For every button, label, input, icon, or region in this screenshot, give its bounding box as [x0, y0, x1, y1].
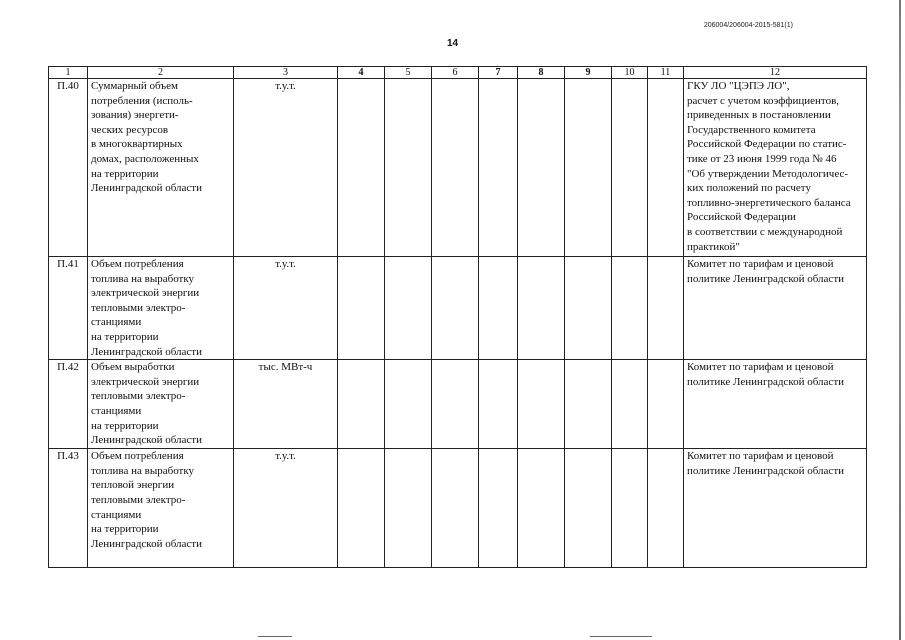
indicator-name: Объем потребления топлива на выработку электрической энергии тепловыми электро- станциями на территории Ленинградской области [88, 257, 234, 360]
indicator-code: П.43 [49, 449, 88, 568]
table-row [49, 360, 867, 449]
table-cell [338, 79, 385, 257]
indicator-unit: т.у.т. [234, 79, 338, 257]
column-header: 5 [385, 67, 432, 79]
table-cell [385, 449, 432, 568]
indicator-name: Объем выработки электрической энергии тепловыми электро- станциями на территории Ленинградской области [88, 360, 234, 449]
table-cell [432, 360, 479, 449]
table-row [49, 449, 867, 568]
column-header: 1 [49, 67, 88, 79]
table-cell [565, 257, 612, 360]
table-cell [565, 360, 612, 449]
column-header: 3 [234, 67, 338, 79]
table-cell [385, 257, 432, 360]
table-cell [612, 257, 648, 360]
indicator-code: П.42 [49, 360, 88, 449]
column-header: 6 [432, 67, 479, 79]
table-cell [518, 360, 565, 449]
table-cell [648, 257, 684, 360]
column-header: 4 [338, 67, 385, 79]
column-header: 2 [88, 67, 234, 79]
table-cell [432, 79, 479, 257]
table-cell [338, 360, 385, 449]
table-cell [565, 79, 612, 257]
page-number: 14 [447, 38, 459, 49]
table-cell [338, 449, 385, 568]
table-cell [518, 79, 565, 257]
table-cell [612, 360, 648, 449]
indicator-unit: т.у.т. [234, 257, 338, 360]
column-header: 11 [648, 67, 684, 79]
table-cell [385, 360, 432, 449]
table-cell [479, 79, 518, 257]
column-header: 7 [479, 67, 518, 79]
indicator-code: П.41 [49, 257, 88, 360]
table-row [49, 79, 867, 257]
table-cell [385, 79, 432, 257]
table-cell [338, 257, 385, 360]
column-header: 10 [612, 67, 648, 79]
table-cell [612, 79, 648, 257]
indicator-unit: тыс. МВт-ч [234, 360, 338, 449]
table-cell [565, 449, 612, 568]
indicator-code: П.40 [49, 79, 88, 257]
document-id: 206004/206004-2015-581(1) [703, 22, 793, 29]
table-cell [612, 449, 648, 568]
table-cell [479, 449, 518, 568]
indicators-table [48, 66, 867, 568]
indicator-name: Объем потребления топлива на выработку тепловой энергии тепловыми электро- станциями на территории Ленинградской области [88, 449, 234, 568]
column-number-row [49, 67, 867, 79]
indicator-source: ГКУ ЛО "ЦЭПЭ ЛО", расчет с учетом коэффициентов, приведенных в постановлении Государственного комитета Российской Федерации по статис- тике от 23 июня 1999 года № 46 "Об утверждении Методологичес- ких положений по расчету топливно-энергетического баланса Российской Федерации в соответствии с международной практикой" [684, 79, 867, 257]
indicator-unit: т.у.т. [234, 449, 338, 568]
scan-edge-shadow [899, 0, 901, 640]
table-cell [518, 257, 565, 360]
table-cell [518, 449, 565, 568]
indicator-source: Комитет по тарифам и ценовой политике Ленинградской области [684, 360, 867, 449]
table-cell [479, 360, 518, 449]
column-header: 8 [518, 67, 565, 79]
indicator-source: Комитет по тарифам и ценовой политике Ленинградской области [684, 257, 867, 360]
scan-artifact [590, 636, 652, 637]
table-cell [648, 360, 684, 449]
column-header: 9 [565, 67, 612, 79]
table-cell [648, 79, 684, 257]
table-cell [479, 257, 518, 360]
table-cell [648, 449, 684, 568]
scan-artifact [258, 636, 292, 637]
indicator-name: Суммарный объем потребления (исполь- зования) энергети- ческих ресурсов в многоквартирных домах, расположенных на территории Ленинградской области [88, 79, 234, 257]
column-header: 12 [684, 67, 867, 79]
table-cell [432, 257, 479, 360]
table-cell [432, 449, 479, 568]
indicator-source: Комитет по тарифам и ценовой политике Ленинградской области [684, 449, 867, 568]
table-row [49, 257, 867, 360]
